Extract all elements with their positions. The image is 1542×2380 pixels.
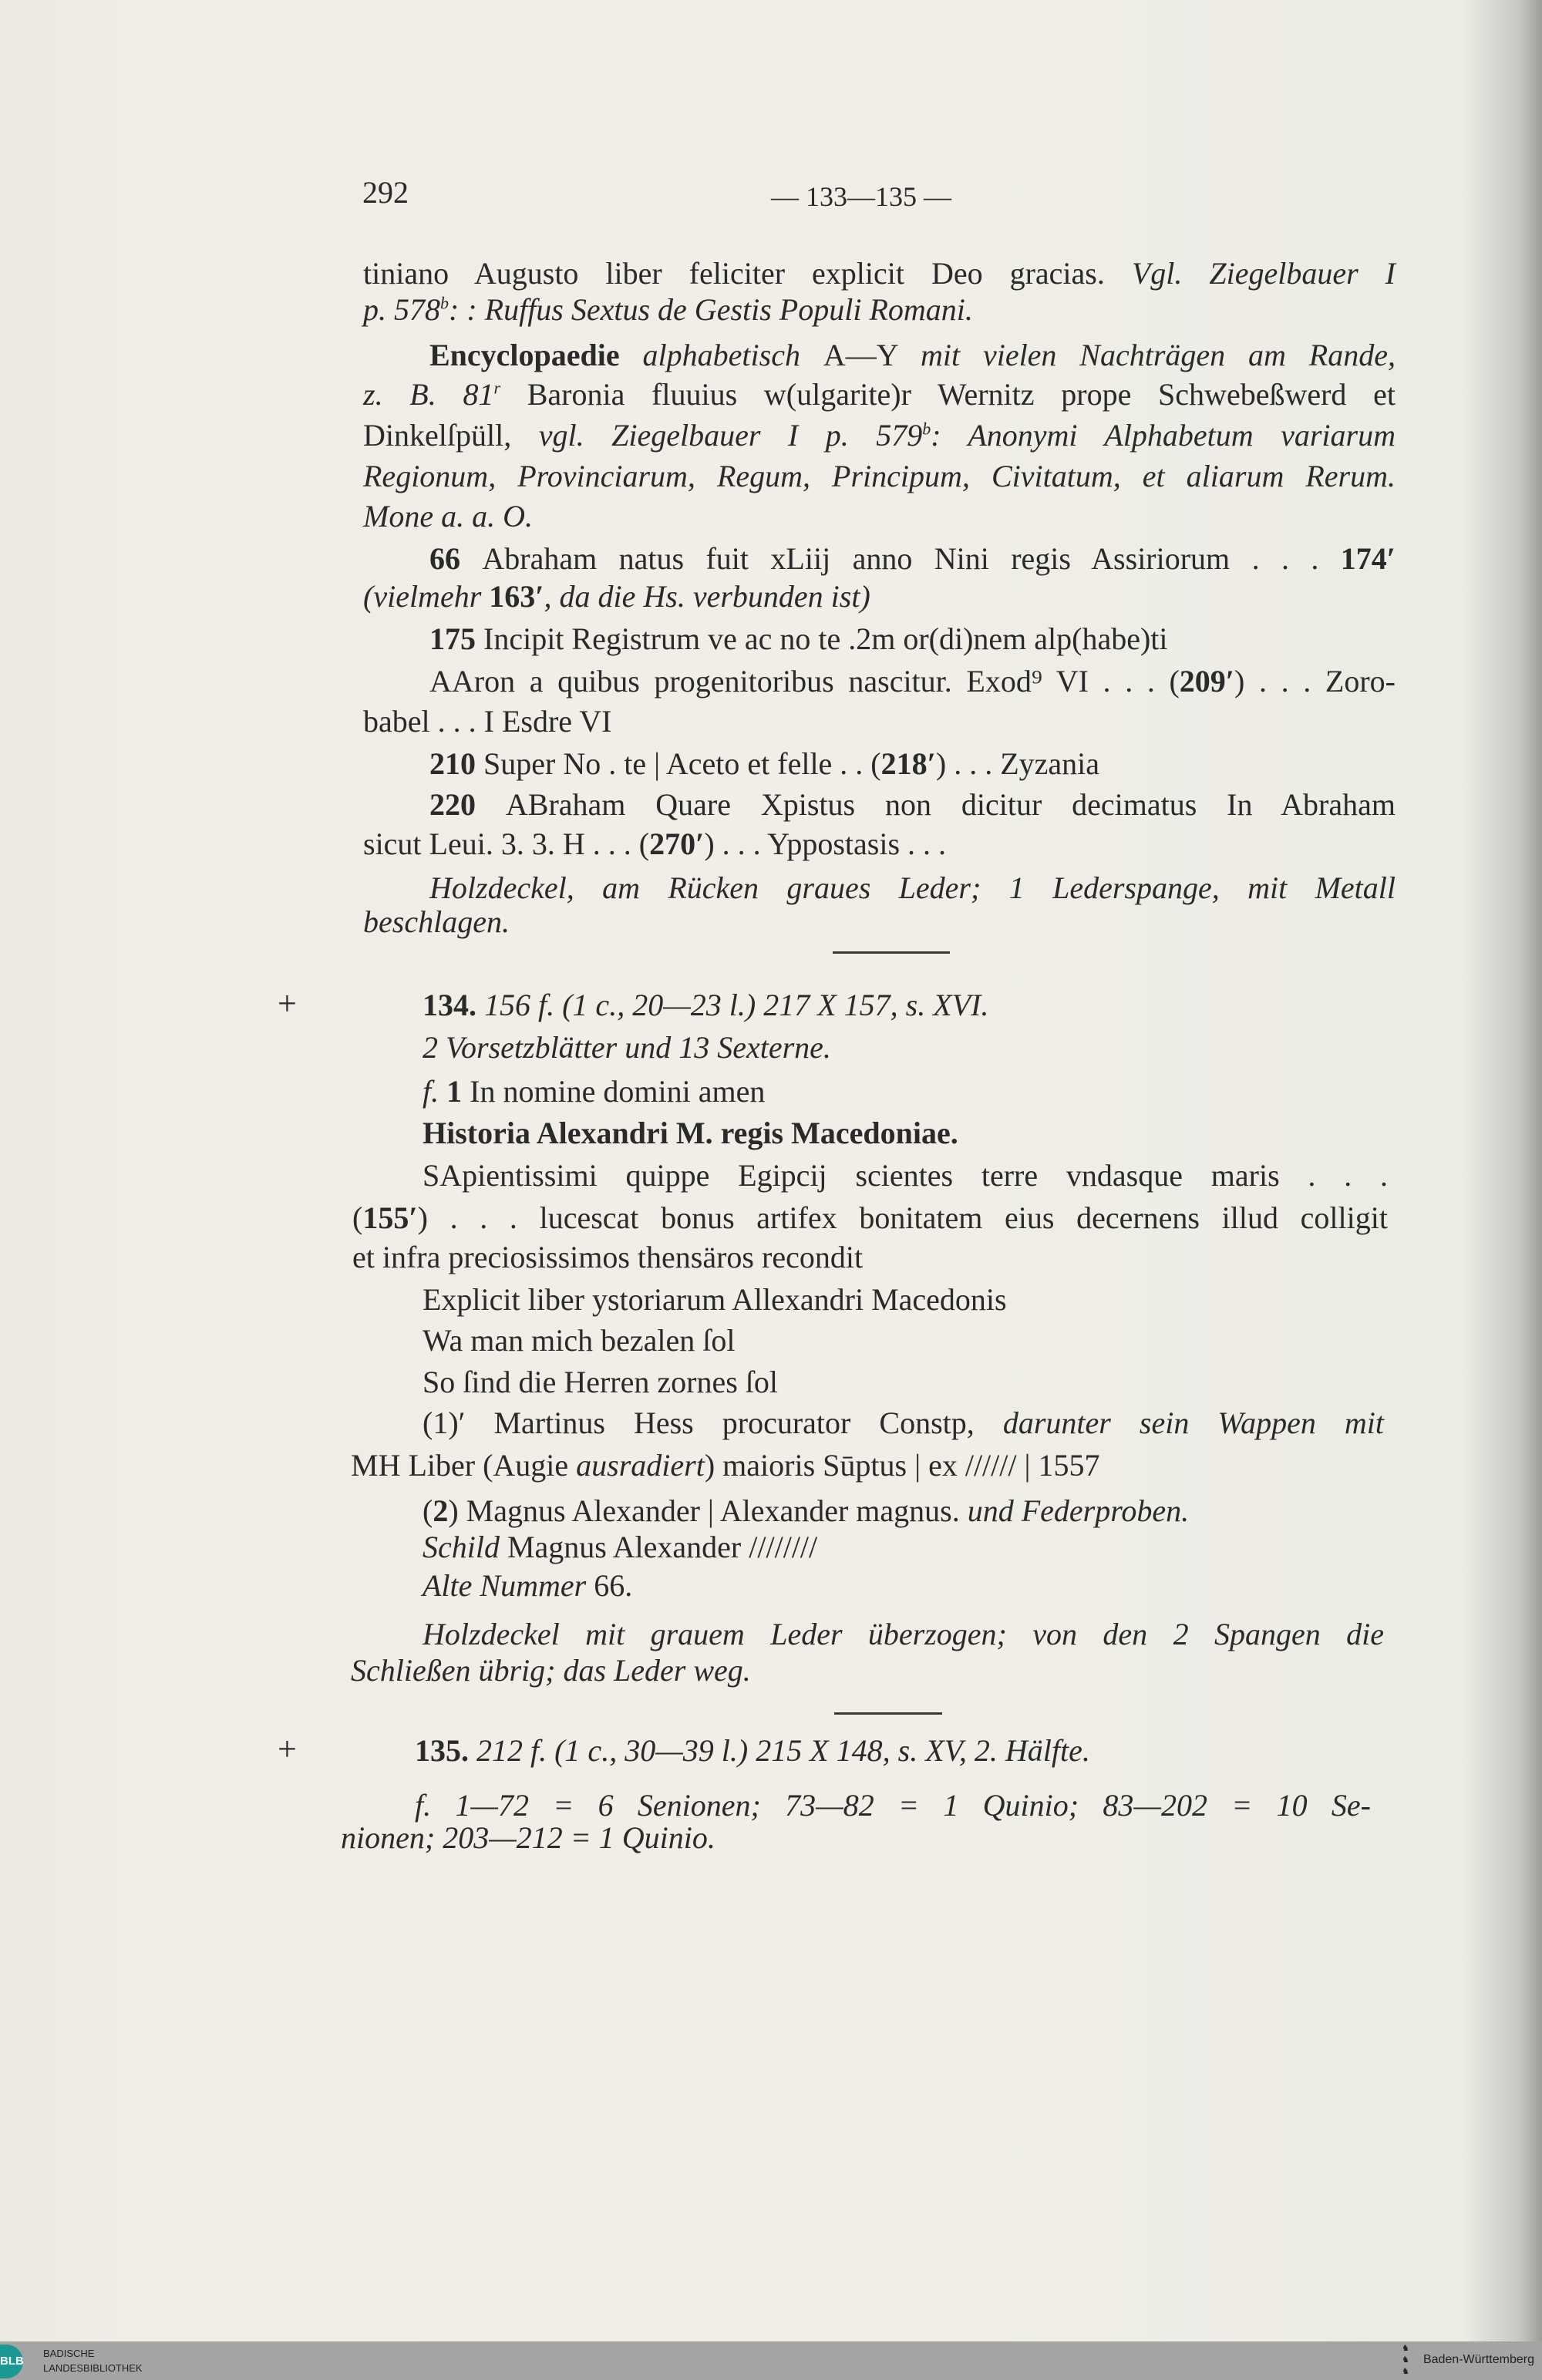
text-segment: 2 Vorsetzblätter und 13 Sexterne. xyxy=(423,1030,831,1065)
footer-bar xyxy=(0,2341,1542,2380)
text-segment: ) maioris Sūptus | ex ////// | 1557 xyxy=(704,1448,1100,1483)
text-line xyxy=(429,540,1396,578)
text-segment: 163′ xyxy=(489,579,544,614)
blb-logo: BLB xyxy=(0,2345,23,2378)
text-segment: ( xyxy=(352,1200,363,1235)
text-segment: b xyxy=(440,293,449,313)
text-segment: nionen; 203—212 = 1 Quinio. xyxy=(341,1820,715,1855)
text-line xyxy=(363,497,1396,536)
text-segment: , da die Hs. verbunden ist) xyxy=(544,579,870,614)
text-segment: Super No . te | Aceto et felle . . ( xyxy=(483,746,881,781)
text-line xyxy=(429,869,1396,907)
text-segment: Vgl. Ziegelbauer I xyxy=(1131,256,1396,291)
text-segment: Incipit Registrum ve ac no te .2m or(di)nem alp(habe)ti xyxy=(483,621,1168,656)
running-title: — 133—135 — xyxy=(771,181,951,212)
text-line xyxy=(351,1651,1388,1690)
text-segment: 1 xyxy=(446,1074,470,1109)
text-line xyxy=(363,375,1396,414)
text-segment: (1)′ Martinus Hess procurator Constp, xyxy=(423,1405,1003,1440)
text-segment: ) . . . Zyzania xyxy=(935,746,1100,781)
text-segment: : : Ruffus Sextus de Gestis Populi Romani. xyxy=(449,292,973,327)
state-lions-icon: ♞ ♞ ♞ xyxy=(1402,2344,1409,2376)
text-segment: Encyclopaedie xyxy=(429,338,643,372)
text-segment: f. xyxy=(423,1074,447,1109)
text-segment: ABraham Quare Xpistus non dicitur decimatus In Abraham xyxy=(505,787,1396,822)
text-line xyxy=(429,336,1396,375)
margin-mark: + xyxy=(278,1730,297,1768)
text-segment: ) . . . Zoro- xyxy=(1234,664,1396,699)
text-segment: Mone a. a. O. xyxy=(363,499,533,534)
text-line xyxy=(363,416,1396,455)
text-segment: Abraham natus fuit xLiij anno Nini regis Assiriorum . . . xyxy=(482,541,1341,576)
text-segment: Magnus Alexander //////// xyxy=(507,1530,818,1564)
library-name xyxy=(43,2346,143,2375)
margin-mark: + xyxy=(278,985,297,1022)
text-segment: 2 xyxy=(433,1493,449,1528)
text-line xyxy=(423,1072,1396,1111)
text-segment: Regionum, Provinciarum, Regum, Principum, Civitatum, et aliarum Rerum. xyxy=(363,459,1396,493)
text-segment: et infra preciosissimos thensäros recondit xyxy=(352,1240,864,1274)
text-line xyxy=(423,1567,1388,1605)
text-line xyxy=(423,1363,1388,1402)
text-segment: Baronia fluuius w(ulgarite)r Wernitz prope Schwebeßwerd et xyxy=(500,377,1396,412)
text-line xyxy=(429,786,1396,824)
text-segment: ausradiert xyxy=(576,1448,705,1483)
text-line xyxy=(423,1492,1388,1530)
text-segment: 270′ xyxy=(649,826,705,861)
text-segment: 66 xyxy=(429,541,483,576)
text-segment: 209′ xyxy=(1179,664,1235,699)
text-segment: ( xyxy=(423,1493,433,1528)
text-line xyxy=(423,1156,1388,1195)
text-segment: r xyxy=(493,378,501,398)
text-segment: tiniano Augusto liber feliciter explicit Deo gracias. xyxy=(363,256,1132,291)
text-line xyxy=(423,1281,1388,1319)
text-line xyxy=(363,702,1396,741)
text-line xyxy=(363,457,1396,496)
text-line xyxy=(415,1732,1388,1770)
section-divider xyxy=(834,1712,942,1715)
text-segment: 175 xyxy=(429,621,483,656)
text-segment: p. 578 xyxy=(363,292,440,327)
text-line xyxy=(423,1321,1388,1360)
text-line xyxy=(352,1238,1388,1277)
text-segment: darunter sein Wappen mit xyxy=(1002,1405,1384,1440)
text-segment: Holzdeckel mit grauem Leder überzogen; von den 2 Spangen die xyxy=(423,1617,1384,1651)
text-line xyxy=(423,1528,1388,1567)
text-segment: 155′ xyxy=(362,1200,418,1235)
text-segment: ) . . . Yppostasis . . . xyxy=(704,826,947,861)
text-segment: f. 1—72 = 6 Senionen; 73—82 = 1 Quinio; 83—202 = 10 Se- xyxy=(415,1788,1371,1823)
text-segment: 210 xyxy=(429,746,483,781)
text-segment: 212 f. (1 c., 30—39 l.) 215 X 148, s. XV, 2. Hälfte. xyxy=(476,1733,1090,1768)
text-segment: Schild xyxy=(423,1530,507,1564)
text-line xyxy=(423,986,1396,1025)
text-segment: 66. xyxy=(594,1568,633,1603)
text-segment: babel . . . I Esdre VI xyxy=(363,704,612,739)
library-line2: LANDESBIBLIOTHEK xyxy=(43,2362,143,2374)
text-segment: 218′ xyxy=(880,746,936,781)
text-line xyxy=(423,1404,1384,1442)
text-line xyxy=(429,662,1396,701)
text-segment: vgl. Ziegelbauer I p. 579 xyxy=(538,418,923,453)
text-segment: In nomine domini amen xyxy=(470,1074,766,1109)
text-segment: und Federproben. xyxy=(967,1493,1190,1528)
text-segment: b xyxy=(922,419,931,439)
text-segment: Wa man mich bezalen ſol xyxy=(423,1323,736,1358)
text-segment: mit vielen Nachträgen am Rande, xyxy=(920,338,1396,372)
text-segment: A—Y xyxy=(823,338,921,372)
state-name: Baden-Württemberg xyxy=(1422,2353,1534,2366)
text-segment: ) Magnus Alexander | Alexander magnus. xyxy=(448,1493,968,1528)
library-line1: BADISCHE xyxy=(43,2348,95,2359)
text-segment: Schließen übrig; das Leder weg. xyxy=(351,1653,751,1688)
text-segment: z. B. 81 xyxy=(363,377,494,412)
text-segment: : Anonymi Alphabetum variarum xyxy=(931,418,1396,453)
text-segment: Dinkelſpüll, xyxy=(363,418,539,453)
text-segment: AAron a quibus progenitoribus nascitur. Exod⁹ VI . . . ( xyxy=(429,664,1180,699)
text-segment: 220 xyxy=(429,787,506,822)
text-line xyxy=(423,1028,1396,1067)
text-line xyxy=(351,1446,1388,1485)
text-segment: ) . . . lucescat bonus artifex bonitatem eius decernens illud colligit xyxy=(417,1200,1388,1235)
text-line xyxy=(341,1819,1388,1857)
text-line xyxy=(352,1199,1388,1237)
text-line xyxy=(363,825,1396,863)
text-segment: So ſind die Herren zornes ſol xyxy=(423,1365,778,1399)
text-segment: MH Liber (Augie xyxy=(351,1448,577,1483)
text-segment: Historia Alexandri M. regis Macedoniae. xyxy=(423,1116,958,1150)
text-line xyxy=(363,577,1396,616)
text-line xyxy=(423,1615,1384,1654)
text-line xyxy=(423,1114,1396,1153)
text-line xyxy=(429,745,1396,783)
text-segment: 174′ xyxy=(1340,541,1396,576)
text-segment: 156 f. (1 c., 20—23 l.) 217 X 157, s. XVI. xyxy=(484,988,989,1022)
text-segment: Alte Nummer xyxy=(423,1568,594,1603)
section-divider xyxy=(833,951,950,954)
text-segment: 134. xyxy=(423,988,484,1022)
text-segment: alphabetisch xyxy=(642,338,823,372)
text-segment: (vielmehr xyxy=(363,579,490,614)
text-segment: Explicit liber ystoriarum Allexandri Macedonis xyxy=(423,1282,1007,1317)
text-segment: SApientissimi quippe Egipcij scientes terre vndasque maris . . . xyxy=(423,1158,1388,1193)
page-number: 292 xyxy=(362,175,409,210)
text-line xyxy=(363,903,1396,941)
text-segment: sicut Leui. 3. 3. H . . . ( xyxy=(363,826,650,861)
text-segment: Holzdeckel, am Rücken graues Leder; 1 Lederspange, mit Metall xyxy=(429,870,1396,905)
text-line xyxy=(363,291,1396,329)
text-line xyxy=(429,620,1396,658)
text-line xyxy=(363,254,1396,293)
text-segment: 135. xyxy=(415,1733,476,1768)
text-segment: beschlagen. xyxy=(363,904,510,939)
